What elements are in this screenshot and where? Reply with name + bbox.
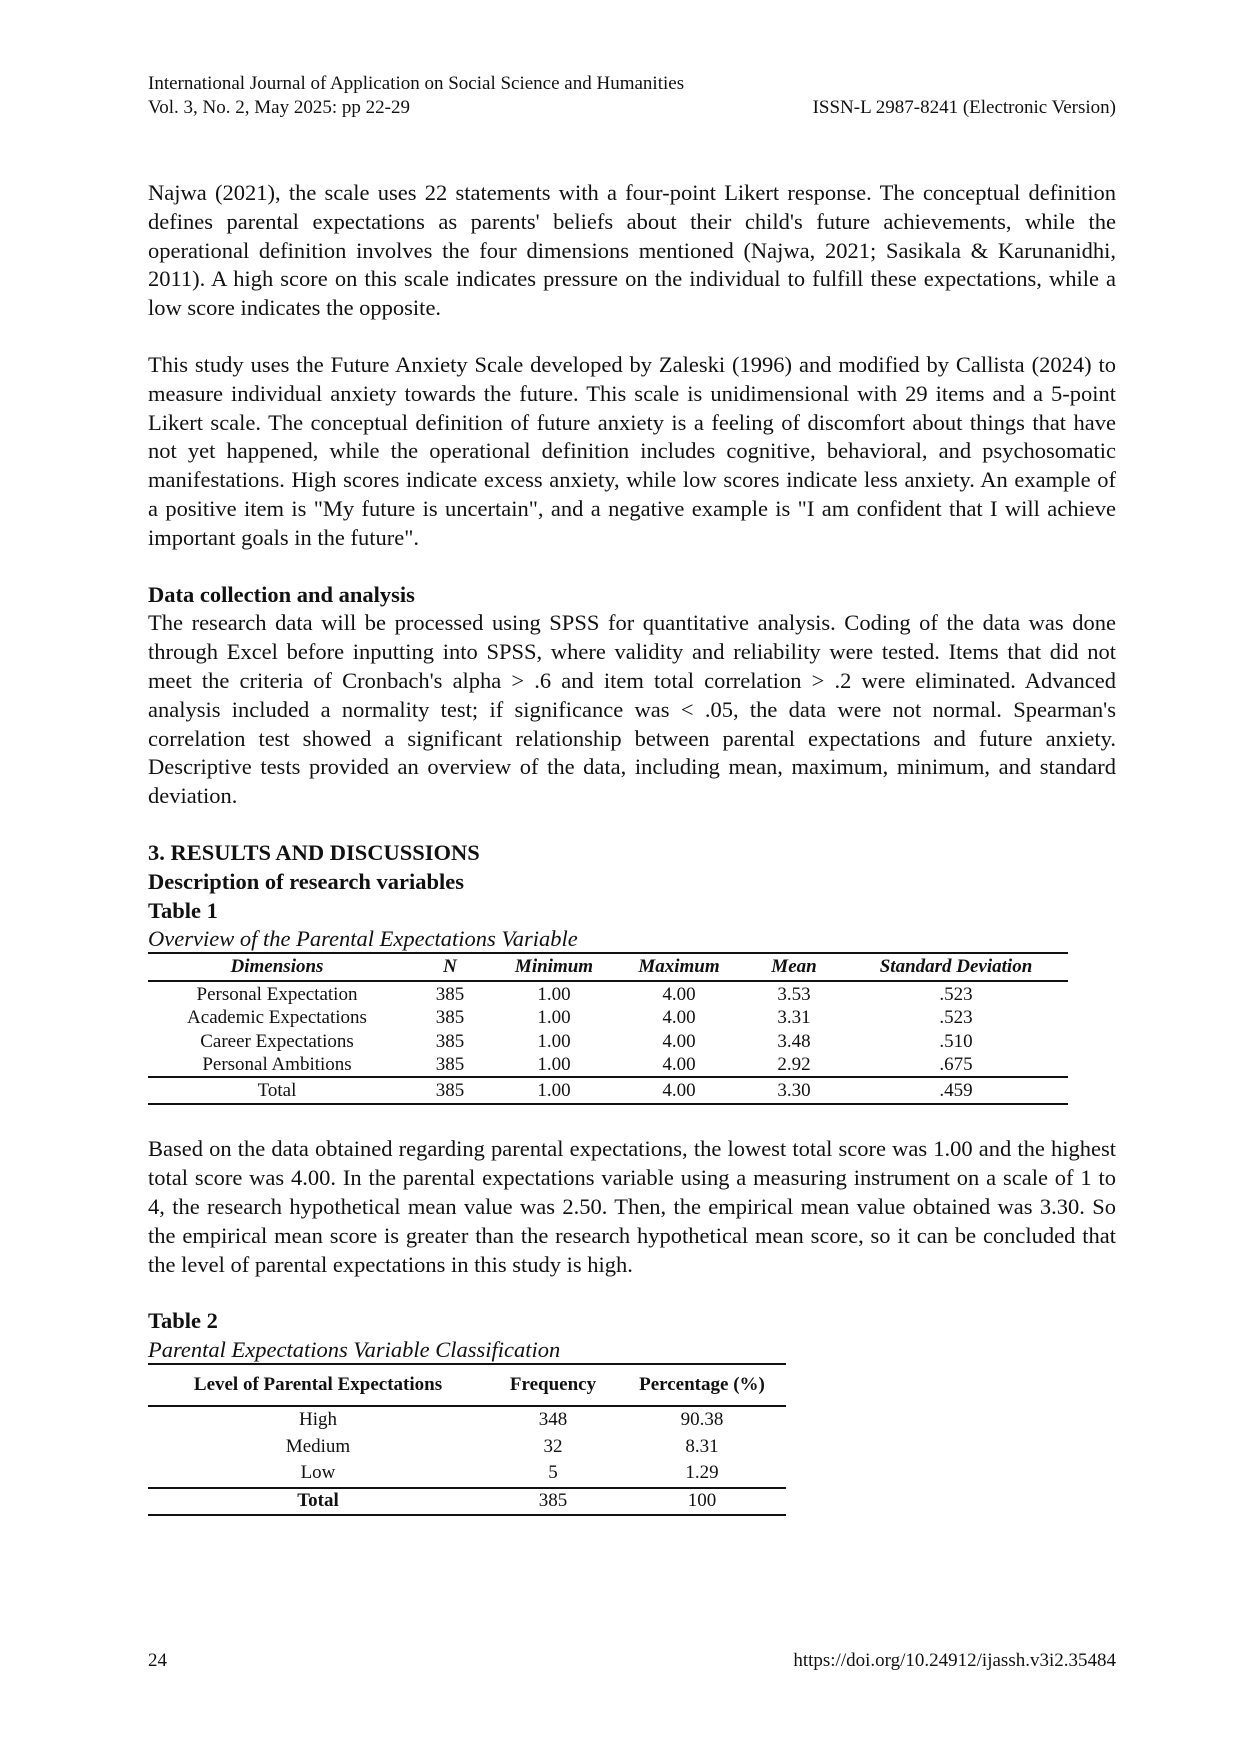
table-cell: 4.00 xyxy=(662,1030,696,1052)
table-row xyxy=(148,1406,786,1434)
paragraph-results: Based on the data obtained regarding parental expectations, the lowest total score was 1.00 and the highest total score was 4.00. In the parental expectations variable using a measuring instrument on a scale of 1 to 4, the research hypothetical mean value was 2.50. Then, the empirical mean value obtained was 3.30. So the empirical mean score is greater than the research hypothetical mean score, so it can be concluded that the level of parental expectations in this study is high. xyxy=(148,1136,1116,1277)
table-cell: .675 xyxy=(939,1054,973,1076)
table1-header: N xyxy=(406,953,494,981)
table-cell: 1.00 xyxy=(494,1077,614,1104)
table-cell: 385 xyxy=(435,1054,465,1076)
page-body xyxy=(148,72,1116,1516)
journal-name: International Journal of Application on Social Science and Humanities xyxy=(148,73,685,94)
volume-info: Vol. 3, No. 2, May 2025: pp 22-29 xyxy=(148,97,410,118)
paragraph-parental-scale: Najwa (2021), the scale uses 22 statements with a four-point Likert response. The conceptual definition defines parental expectations as parents' beliefs about their child's future achievements, while the operational definition involves the four dimensions mentioned (Najwa, 2021; Sasikala & Karunanidhi, 2011). A high score on this scale indicates pressure on the individual to fulfill these expectations, while a low score indicates the opposite. xyxy=(148,180,1116,321)
table-cell: Low xyxy=(300,1462,336,1484)
page-number: 24 xyxy=(148,1650,167,1671)
table-cell: .510 xyxy=(939,1030,973,1052)
table-cell: 100 xyxy=(618,1488,786,1515)
subsection-heading: Description of research variables xyxy=(148,868,464,894)
table-cell: 2.92 xyxy=(777,1054,811,1076)
table1-header: Minimum xyxy=(494,953,614,981)
table-cell: 1.00 xyxy=(537,1054,571,1076)
section-heading: 3. RESULTS AND DISCUSSIONS xyxy=(148,839,480,865)
table-cell: Total xyxy=(148,1488,488,1515)
table1-header-row xyxy=(148,953,1068,981)
running-header xyxy=(148,72,1116,122)
table-cell: 5 xyxy=(548,1462,558,1484)
table-cell: 385 xyxy=(406,1077,494,1104)
table-cell: .459 xyxy=(844,1077,1068,1104)
table1-header: Mean xyxy=(744,953,844,981)
table-cell: 385 xyxy=(435,983,465,1005)
table-cell: 385 xyxy=(435,1030,465,1052)
table-cell: 3.48 xyxy=(777,1030,811,1052)
table-cell: 90.38 xyxy=(680,1409,724,1431)
table2 xyxy=(148,1363,786,1516)
table1 xyxy=(148,952,1068,1105)
table-cell: 3.53 xyxy=(777,983,811,1005)
table-cell: 3.31 xyxy=(777,1007,811,1029)
table-cell: Total xyxy=(148,1077,406,1104)
table-cell: 4.00 xyxy=(662,1007,696,1029)
table-row xyxy=(148,1460,786,1488)
table-cell: 348 xyxy=(538,1409,568,1431)
table-cell: Career Expectations xyxy=(200,1030,354,1052)
table-cell: 32 xyxy=(543,1435,563,1457)
doi-link[interactable]: https://doi.org/10.24912/ijassh.v3i2.35484 xyxy=(793,1650,1116,1671)
table-row xyxy=(148,1006,1068,1030)
table-cell: Personal Ambitions xyxy=(202,1054,352,1076)
table1-header: Dimensions xyxy=(148,953,406,981)
table1-caption: Overview of the Parental Expectations Variable xyxy=(148,926,578,952)
table-cell: Personal Expectation xyxy=(196,983,358,1005)
table-cell: Academic Expectations xyxy=(187,1007,367,1029)
table-cell: 4.00 xyxy=(662,983,696,1005)
table-row xyxy=(148,1053,1068,1078)
table-row xyxy=(148,981,1068,1006)
issn-info: ISSN-L 2987-8241 (Electronic Version) xyxy=(812,97,1116,118)
data-collection-heading: Data collection and analysis xyxy=(148,581,415,607)
table1-header: Standard Deviation xyxy=(844,953,1068,981)
table2-caption: Parental Expectations Variable Classification xyxy=(148,1337,561,1363)
table-cell: 1.00 xyxy=(537,983,571,1005)
table-cell: 3.30 xyxy=(744,1077,844,1104)
table-cell: 1.00 xyxy=(537,1030,571,1052)
table-cell: 1.29 xyxy=(685,1462,719,1484)
table2-header-row xyxy=(148,1364,786,1406)
table-cell: .523 xyxy=(939,1007,973,1029)
table1-total-row xyxy=(148,1077,1068,1104)
table-cell: 8.31 xyxy=(685,1435,719,1457)
table2-label: Table 2 xyxy=(148,1308,218,1334)
table2-header: Level of Parental Expectations xyxy=(148,1364,488,1406)
page-footer xyxy=(148,1650,1116,1672)
table2-header: Percentage (%) xyxy=(618,1364,786,1406)
table1-header: Maximum xyxy=(614,953,744,981)
table-cell: High xyxy=(299,1409,337,1431)
table-cell: Medium xyxy=(285,1435,351,1457)
paragraph-data-analysis: The research data will be processed using SPSS for quantitative analysis. Coding of the data was done through Excel before inputting into SPSS, where validity and reliability were tested. Items that did not meet the criteria of Cronbach's alpha > .6 and item total correlation > .2 were eliminated. Advanced analysis included a normality test; if significance was < .05, the data were not normal. Spearman's correlation test showed a significant relationship between parental expectations and future anxiety. Descriptive tests provided an overview of the data, including mean, maximum, minimum, and standard deviation. xyxy=(148,610,1116,809)
paragraph-future-anxiety-scale: This study uses the Future Anxiety Scale developed by Zaleski (1996) and modified by Callista (2024) to measure individual anxiety towards the future. This scale is unidimensional with 29 items and a 5-point Likert scale. The conceptual definition of future anxiety is a feeling of discomfort about things that have not yet happened, while the operational definition includes cognitive, behavioral, and psychosomatic manifestations. High scores indicate excess anxiety, while low scores indicate less anxiety. An example of a positive item is "My future is uncertain", and a negative example is "I am confident that I will achieve important goals in the future". xyxy=(148,351,1116,550)
table-cell: 1.00 xyxy=(537,1007,571,1029)
table-row xyxy=(148,1434,786,1461)
table-cell: .523 xyxy=(939,983,973,1005)
table1-label: Table 1 xyxy=(148,897,218,923)
table2-header: Frequency xyxy=(488,1364,618,1406)
table-cell: 385 xyxy=(435,1007,465,1029)
table-cell: 4.00 xyxy=(614,1077,744,1104)
table2-total-row xyxy=(148,1488,786,1515)
table-cell: 4.00 xyxy=(662,1054,696,1076)
table-row xyxy=(148,1029,1068,1053)
table-cell: 385 xyxy=(488,1488,618,1515)
